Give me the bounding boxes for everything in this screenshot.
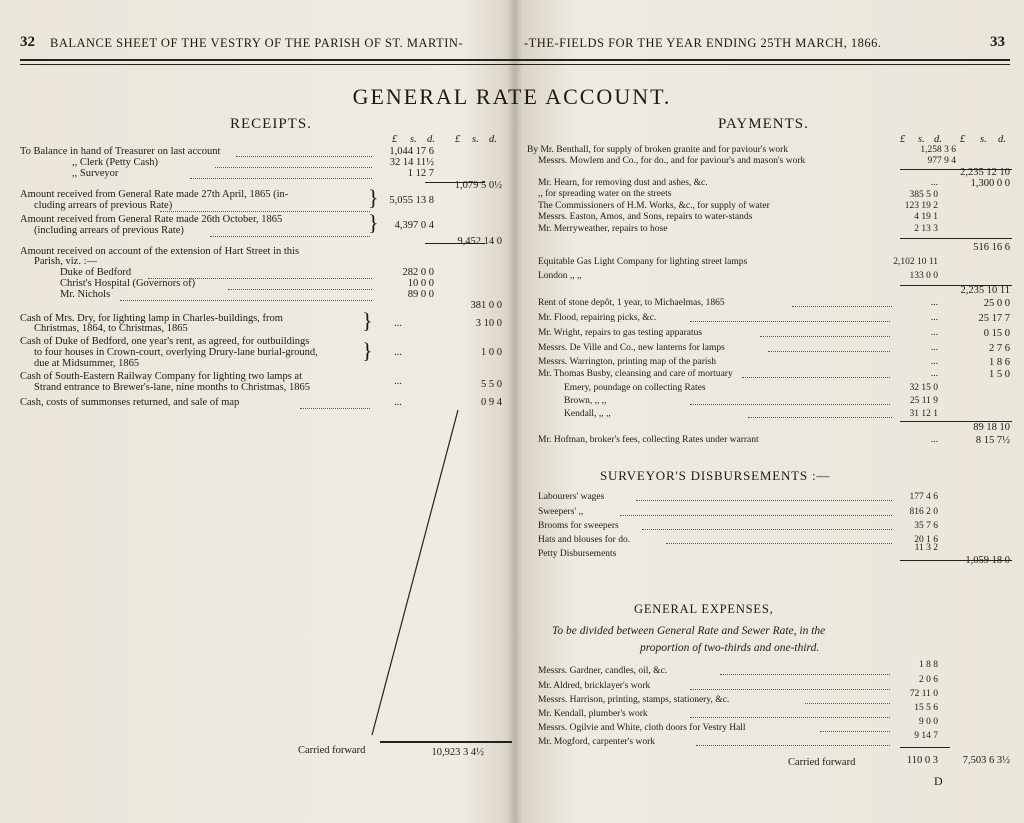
subtotal-rule — [900, 747, 950, 748]
payment-row-total: 0 15 0 — [983, 328, 1010, 339]
receipt-row-label: Duke of Bedford — [60, 267, 132, 278]
brace: } — [362, 308, 373, 333]
surveyor-row-amount: 177 4 6 — [909, 492, 938, 502]
payment-row-label: Mr. Thomas Busby, cleansing and care of mortuary — [538, 369, 733, 379]
receipt-row-amount: ... — [394, 347, 402, 358]
payment-row-label: Mr. Merryweather, repairs to hose — [538, 224, 668, 234]
leader-dots — [666, 543, 892, 544]
payment-row-total: 1 8 6 — [989, 357, 1010, 368]
receipt-row-label: Cash of South-Eastern Railway Company for lighting two lamps at — [20, 371, 303, 382]
receipt-row-total: 381 0 0 — [470, 300, 502, 311]
payment-row-amount: ... — [930, 357, 938, 367]
receipt-row-label: Cash of Mrs. Dry, for lighting lamp in Charles-buildings, from — [20, 313, 283, 324]
payments-carried-b: 7,503 6 3½ — [962, 755, 1010, 766]
payments-col-head-shillings-a: s. — [918, 134, 925, 145]
payment-row-amount: ... — [930, 313, 938, 323]
leader-dots — [690, 689, 890, 690]
leader-dots — [636, 500, 892, 501]
leader-dots — [690, 404, 890, 405]
payment-row-label: Messrs. Easton, Amos, and Sons, repairs to water-stands — [538, 212, 753, 222]
receipts-carried-label: Carried forward — [298, 745, 366, 756]
payment-row-amount: 123 19 2 — [904, 201, 938, 211]
general-row-amount: 2 0 6 — [919, 675, 938, 685]
payment-row-amount: 25 11 9 — [909, 396, 938, 406]
payments-col-head-pence-a: d. — [934, 134, 942, 145]
payments-col-head-pounds-b: £ — [960, 134, 966, 145]
payment-row-label: The Commissioners of H.M. Works, &c., for supply of water — [538, 201, 770, 211]
payment-row-amount: ... — [930, 343, 938, 353]
receipt-row-label: Amount received from General Rate made 26th October, 1865 — [20, 214, 283, 225]
receipt-row-label: ,, Clerk (Petty Cash) — [72, 157, 159, 168]
leader-dots — [690, 321, 890, 322]
receipts-col-head-shillings-a: s. — [410, 134, 417, 145]
subtotal-rule — [900, 238, 1012, 239]
payment-row-total: 2 7 6 — [989, 343, 1010, 354]
leader-dots — [642, 529, 892, 530]
receipt-row-label: Christ's Hospital (Governors of) — [60, 278, 196, 289]
payment-row-amount: 133 0 0 — [909, 271, 938, 281]
general-row-amount: 72 11 0 — [909, 689, 938, 699]
surveyor-row-amount: 35 7 6 — [914, 521, 938, 531]
payment-row-total: 25 17 7 — [978, 313, 1010, 324]
payment-row-label: ,, for spreading water on the streets — [538, 189, 672, 199]
brace: } — [368, 185, 379, 210]
surveyor-row-amount: 11 3 2 — [914, 543, 938, 553]
receipts-col-head-pounds-b: £ — [455, 134, 461, 145]
leader-dots — [768, 351, 890, 352]
surveyor-row-label: Sweepers' ,, — [538, 507, 584, 517]
account-title: GENERAL RATE ACCOUNT. — [352, 84, 672, 109]
payment-row-label: By Mr. Benthall, for supply of broken granite and for paviour's work — [527, 145, 789, 155]
surveyor-row-label: Hats and blouses for do. — [538, 535, 631, 545]
receipt-row-label: ,, Surveyor — [72, 168, 119, 179]
payment-row-total: 1 5 0 — [989, 369, 1010, 380]
payment-row-amount: 385 5 0 — [909, 190, 938, 200]
receipts-carried-value: 10,923 3 4½ — [431, 747, 484, 758]
receipt-row-amount: 1,044 17 6 — [389, 146, 434, 157]
general-row-amount: 9 14 7 — [914, 731, 938, 741]
leader-dots — [760, 336, 890, 337]
receipt-row-total: 1,079 5 0½ — [454, 180, 502, 191]
receipt-row-label-cont: Christmas, 1864, to Christmas, 1865 — [34, 323, 188, 334]
running-title-left: BALANCE SHEET OF THE VESTRY OF THE PARISH OF ST. MARTIN- — [50, 36, 464, 50]
page-number-left: 32 — [20, 34, 35, 50]
leader-dots — [690, 717, 890, 718]
payment-row-total: 25 0 0 — [983, 298, 1010, 309]
payment-row-label: Mr. Hearn, for removing dust and ashes, &c. — [538, 178, 708, 188]
receipt-row-label: Mr. Nichols — [60, 289, 111, 300]
payment-row-amount: ... — [930, 435, 938, 445]
receipt-row-amount: 282 0 0 — [402, 267, 434, 278]
payment-row-label: Messrs. Mowlem and Co., for do., and for paviour's and mason's work — [538, 156, 806, 166]
payments-carried-a: 110 0 3 — [906, 755, 938, 766]
payment-row-total: 89 18 10 — [973, 422, 1010, 433]
leader-dots — [696, 745, 890, 746]
payment-row-label: Emery, poundage on collecting Rates — [564, 383, 706, 393]
surveyor-row-amount: 20 1 6 — [914, 535, 938, 545]
leader-dots — [620, 515, 892, 516]
payments-col-head-pence-b: d. — [998, 134, 1006, 145]
surveyor-row-label: Brooms for sweepers — [538, 521, 619, 531]
payment-row-label: Mr. Wright, repairs to gas testing apparatus — [538, 328, 703, 338]
payment-row-label: London ,, ,, — [538, 271, 582, 281]
payment-row-total: 2,235 12 10 — [960, 167, 1010, 178]
signature-mark: D — [934, 774, 943, 788]
receipt-row-amount: 89 0 0 — [407, 289, 434, 300]
payment-row-amount: ... — [930, 298, 938, 308]
general-row-amount: 15 5 6 — [914, 703, 938, 713]
payment-row-amount: ... — [930, 369, 938, 379]
receipts-heading: RECEIPTS. — [230, 116, 312, 132]
general-row-label: Messrs. Gardner, candles, oil, &c. — [538, 666, 668, 676]
running-title-right: -THE-FIELDS FOR THE YEAR ENDING 25TH MARCH, 1866. — [524, 36, 882, 50]
general-note-line1: To be divided between General Rate and Sewer Rate, in the — [552, 625, 826, 637]
surveyor-row-total: 1,059 18 0 — [965, 555, 1010, 566]
receipts-col-head-pence-b: d. — [489, 134, 497, 145]
receipt-row-amount: 4,397 0 4 — [394, 220, 434, 231]
payment-row-amount: 2 13 3 — [914, 224, 938, 234]
receipt-row-label-cont: to four houses in Crown-court, overlying Drury-lane burial-ground, — [34, 347, 318, 358]
payment-row-label: Equitable Gas Light Company for lighting street lamps — [538, 257, 748, 267]
payment-row-total: 2,235 10 11 — [960, 285, 1010, 296]
brace: } — [368, 210, 379, 235]
receipt-row-label: Amount received from General Rate made 27th April, 1865 (in- — [20, 189, 289, 200]
general-row-label: Messrs. Harrison, printing, stamps, stationery, &c. — [538, 695, 730, 705]
payment-row-label: Messrs. De Ville and Co., new lanterns for lamps — [538, 343, 725, 353]
general-row-label: Mr. Aldred, bricklayer's work — [538, 681, 651, 691]
payment-row-amount: 1,258 3 6 — [920, 145, 956, 155]
receipt-row-label-cont: due at Midsummer, 1865 — [34, 358, 140, 369]
receipt-row-total: 5 5 0 — [481, 379, 502, 390]
payment-row-label: Mr. Hofman, broker's fees, collecting Rates under warrant — [538, 435, 759, 445]
payment-row-total: 516 16 6 — [973, 242, 1010, 253]
receipt-row-label: Amount received on account of the extension of Hart Street in this — [20, 246, 300, 257]
payment-row-label: Messrs. Warrington, printing map of the parish — [538, 357, 716, 367]
receipts-col-head-pence-a: d. — [427, 134, 435, 145]
receipt-row-amount: ... — [394, 397, 402, 408]
brace: } — [362, 338, 373, 363]
payment-row-amount: 32 15 0 — [909, 383, 938, 393]
receipt-row-amount: 1 12 7 — [407, 168, 434, 179]
general-row-label: Mr. Kendall, plumber's work — [538, 709, 648, 719]
leader-dots — [820, 731, 890, 732]
payment-row-amount: 31 12 1 — [909, 409, 938, 419]
leader-dots — [805, 703, 890, 704]
receipt-row-amount: 5,055 13 8 — [389, 195, 434, 206]
receipt-row-amount: ... — [394, 376, 402, 387]
leader-dots — [792, 306, 892, 307]
payment-row-label: Mr. Flood, repairing picks, &c. — [538, 313, 657, 323]
surveyor-row-label: Labourers' wages — [538, 492, 605, 502]
surveyor-row-amount: 816 2 0 — [909, 507, 938, 517]
payments-col-head-pounds-a: £ — [900, 134, 906, 145]
receipt-row-label: To Balance in hand of Treasurer on last account — [20, 146, 221, 157]
receipt-row-label-cont: Parish, viz. :— — [34, 256, 97, 267]
receipt-row-label: Cash, costs of summonses returned, and sale of map — [20, 397, 240, 408]
general-row-label: Messrs. Ogilvie and White, cloth doors for Vestry Hall — [538, 723, 746, 733]
general-heading: GENERAL EXPENSES, — [634, 602, 774, 616]
surveyor-row-label: Petty Disbursements — [538, 549, 617, 559]
general-note-line2: proportion of two-thirds and one-third. — [640, 642, 820, 654]
receipt-row-amount: 32 14 11½ — [389, 157, 434, 168]
payment-row-amount: 4 19 1 — [914, 212, 938, 222]
payment-row-total: 1,300 0 0 — [970, 178, 1010, 189]
general-row-amount: 9 0 0 — [919, 717, 938, 727]
payment-row-label: Rent of stone depôt, 1 year, to Michaelmas, 1865 — [538, 298, 725, 308]
payment-row-amount: 2,102 10 11 — [893, 257, 938, 267]
leader-dots — [748, 417, 892, 418]
receipt-row-total: 0 9 4 — [481, 397, 502, 408]
receipts-col-head-pounds-a: £ — [392, 134, 398, 145]
payment-row-total: 8 15 7½ — [975, 435, 1010, 446]
receipts-col-head-shillings-b: s. — [472, 134, 479, 145]
payments-carried-label: Carried forward — [788, 757, 856, 768]
payments-heading: PAYMENTS. — [718, 116, 809, 132]
general-row-amount: 1 8 8 — [919, 660, 938, 670]
receipt-row-total: 9,452 14 0 — [457, 236, 502, 247]
receipt-row-total: 3 10 0 — [475, 318, 502, 329]
payments-col-head-shillings-b: s. — [980, 134, 987, 145]
payment-row-amount: 977 9 4 — [927, 156, 956, 166]
receipt-row-amount: 10 0 0 — [407, 278, 434, 289]
surveyors-heading: SURVEYOR'S DISBURSEMENTS :— — [600, 468, 831, 483]
leader-dots — [720, 674, 890, 675]
receipt-row-label-cont: cluding arrears of previous Rate) — [34, 200, 173, 211]
page-number-right: 33 — [990, 34, 1005, 50]
leader-dots — [742, 377, 890, 378]
payment-row-amount: ... — [930, 328, 938, 338]
receipt-row-label-cont: Strand entrance to Brewer's-lane, nine months to Christmas, 1865 — [34, 382, 310, 393]
general-row-label: Mr. Mogford, carpenter's work — [538, 737, 656, 747]
payment-row-label: Brown, ,, ,, — [564, 396, 607, 406]
receipt-row-amount: ... — [394, 318, 402, 329]
payment-row-amount: ... — [930, 178, 938, 188]
receipt-row-total: 1 0 0 — [481, 347, 502, 358]
payment-row-label: Kendall, ,, ,, — [564, 409, 611, 419]
receipt-row-label: Cash of Duke of Bedford, one year's rent, as agreed, for outbuildings — [20, 336, 310, 347]
receipt-row-label-cont: (including arrears of previous Rate) — [34, 225, 184, 236]
